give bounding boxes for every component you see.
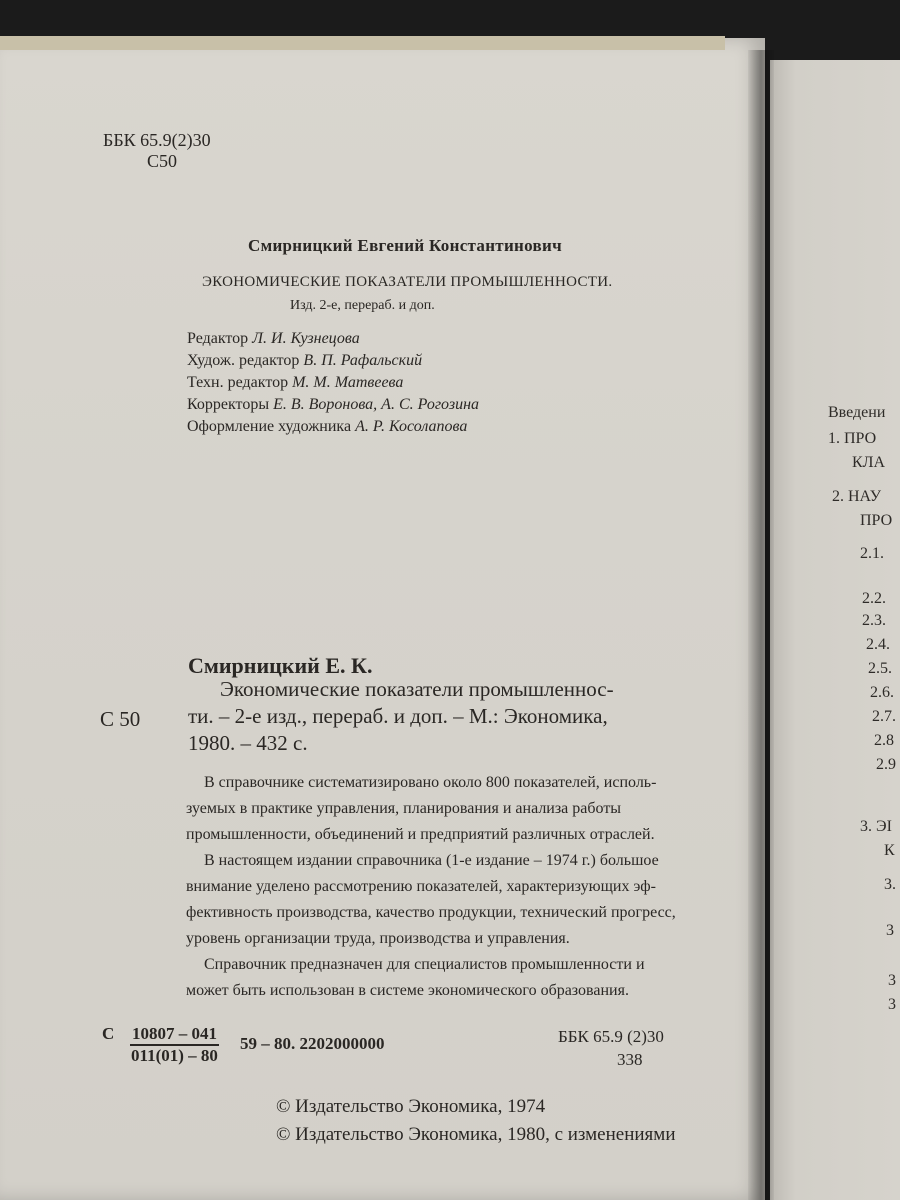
abstract-line: внимание уделено рассмотрению показателей, характеризующих эф-: [186, 878, 656, 895]
credit-line: Оформление художника А. Р. Косолапова: [187, 418, 468, 435]
edition-note: Изд. 2-е, перераб. и доп.: [290, 298, 435, 313]
toc-fragment: 3. ЭІ: [860, 818, 892, 835]
toc-fragment: 2.6.: [870, 684, 894, 701]
right-book-page: [770, 60, 900, 1200]
abstract-line: В настоящем издании справочника (1-е издание – 1974 г.) большое: [204, 852, 659, 869]
bbk-bottom-number: 338: [617, 1050, 643, 1069]
author-mark: С50: [147, 151, 178, 171]
bibliographic-description: [188, 676, 614, 757]
toc-fragment: Введени: [828, 404, 886, 421]
index-rest: 59 – 80. 2202000000: [240, 1034, 385, 1053]
abstract-line: зуемых в практике управления, планирования и анализа работы: [186, 800, 622, 817]
toc-fragment: ПРО: [860, 512, 893, 529]
copyright-line: © Издательство Экономика, 1974: [276, 1096, 546, 1117]
copyright-line: © Издательство Экономика, 1980, с изменениями: [276, 1124, 676, 1145]
bbk-code: ББК 65.9(2)30: [103, 130, 211, 150]
abstract-line: Справочник предназначен для специалистов промышленности и: [204, 956, 645, 973]
abstract-line: В справочнике систематизировано около 800 показателей, исполь-: [204, 774, 657, 791]
toc-fragment: КЛА: [852, 454, 886, 471]
toc-fragment: 3: [888, 996, 896, 1013]
credit-line: Корректоры Е. В. Воронова, А. С. Рогозина: [187, 396, 480, 413]
index-fraction: [130, 1024, 219, 1066]
abstract: [186, 770, 676, 1004]
toc-fragment: 3: [886, 922, 894, 939]
toc-fragment: 1. ПРО: [828, 430, 877, 447]
toc-fragment: 2.9: [876, 756, 896, 773]
bbk-bottom: ББК 65.9 (2)30: [558, 1027, 664, 1046]
bibliographic-line: ти. – 2-е изд., перераб. и доп. – М.: Экономика,: [188, 704, 608, 728]
toc-fragment: 3.: [884, 876, 896, 893]
bibliographic-line: 1980. – 432 с.: [188, 731, 308, 755]
book-title-caps: ЭКОНОМИЧЕСКИЕ ПОКАЗАТЕЛИ ПРОМЫШЛЕННОСТИ.: [202, 274, 613, 290]
call-mark: С 50: [100, 707, 141, 731]
toc-fragment: 2.3.: [862, 612, 886, 629]
index-letter: С: [102, 1024, 115, 1043]
abstract-line: уровень организации труда, производства и управления.: [186, 930, 570, 947]
bibliographic-line: Экономические показатели промышленнос-: [220, 677, 614, 701]
index-numerator: 10807 – 041: [130, 1024, 219, 1046]
toc-fragment: 3: [888, 972, 896, 989]
abstract-line: фективность производства, качество продукции, технический прогресс,: [186, 904, 676, 921]
abstract-line: может быть использован в системе экономического образования.: [186, 982, 629, 999]
credits-block: [187, 328, 479, 438]
credit-line: Худож. редактор В. П. Рафальский: [187, 352, 423, 369]
left-book-page: [0, 38, 765, 1200]
book-gutter: [748, 50, 774, 1200]
toc-fragment: 2.4.: [866, 636, 890, 653]
page-edge: [0, 36, 725, 50]
toc-fragment: 2.2.: [862, 590, 886, 607]
toc-fragment: К: [884, 842, 895, 859]
toc-fragment: 2.7.: [872, 708, 896, 725]
bibliographic-author: Смирницкий Е. К.: [188, 653, 373, 678]
toc-fragment: 2.5.: [868, 660, 892, 677]
toc-fragment: 2.8: [874, 732, 894, 749]
credit-line: Редактор Л. И. Кузнецова: [187, 330, 360, 347]
author-full-name: Смирницкий Евгений Константинович: [248, 236, 562, 255]
toc-fragment: 2. НАУ: [832, 488, 882, 505]
index-denominator: 011(01) – 80: [131, 1046, 218, 1065]
abstract-line: промышленности, объединений и предприятий различных отраслей.: [186, 826, 655, 843]
credit-line: Техн. редактор М. М. Матвеева: [187, 374, 404, 391]
toc-fragment: 2.1.: [860, 545, 884, 562]
